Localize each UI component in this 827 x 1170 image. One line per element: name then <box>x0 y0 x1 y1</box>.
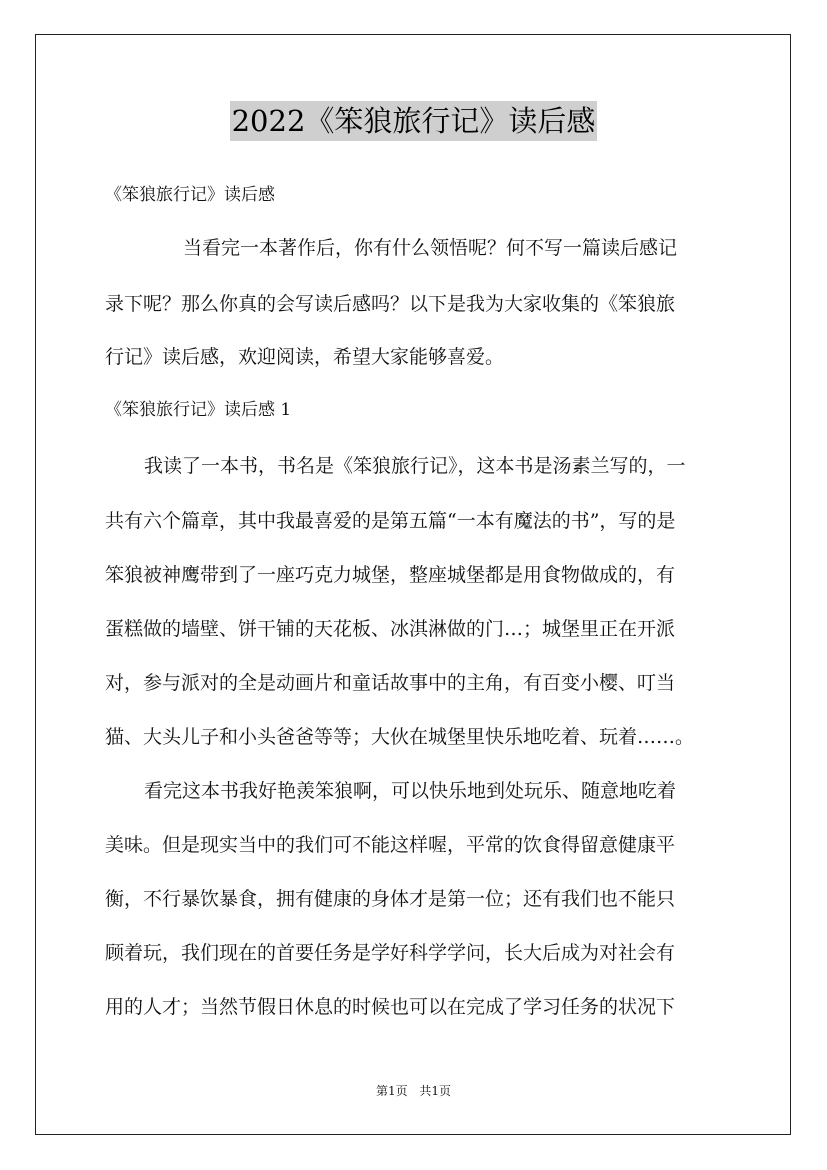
intro-line-1: 当看完一本著作后，你有什么领悟呢？何不写一篇读后感记 <box>183 237 678 259</box>
intro-line-2: 录下呢？那么你真的会写读后感吗？以下是我为大家收集的《笨狼旅 <box>105 293 676 315</box>
intro-line-3: 行记》读后感，欢迎阅读，希望大家能够喜爱。 <box>105 346 505 368</box>
paragraph2-line-5: 用的人才；当然节假日休息的时候也可以在完成了学习任务的状况下 <box>105 996 676 1018</box>
page-number: 第1页 <box>375 1084 408 1098</box>
paragraph2-line-2: 美味。但是现实当中的我们可不能这样喔，平常的饮食得留意健康平 <box>105 834 676 856</box>
paragraph1-line-4: 蛋糕做的墙壁、饼干铺的天花板、冰淇淋做的门…；城堡里正在开派 <box>105 618 676 640</box>
document-title: 2022《笨狼旅行记》读后感 <box>230 101 598 141</box>
paragraph2-line-3: 衡，不行暴饮暴食，拥有健康的身体才是第一位；还有我们也不能只 <box>105 888 676 910</box>
subtitle: 《笨狼旅行记》读后感 <box>105 185 275 205</box>
paragraph1-line-5: 对，参与派对的全是动画片和童话故事中的主角，有百变小樱、叮当 <box>105 672 676 694</box>
paragraph1-line-2: 共有六个篇章，其中我最喜爱的是第五篇“一本有魔法的书”，写的是 <box>105 510 676 532</box>
paragraph1-line-3: 笨狼被神鹰带到了一座巧克力城堡，整座城堡都是用食物做成的，有 <box>105 564 676 586</box>
paragraph2-line-1: 看完这本书我好艳羡笨狼啊，可以快乐地到处玩乐、随意地吃着 <box>144 780 677 802</box>
title-container <box>0 101 827 141</box>
paragraph2-line-4: 顾着玩，我们现在的首要任务是学好科学学问，长大后成为对社会有 <box>105 942 676 964</box>
paragraph1-line-6: 猫、大头儿子和小头爸爸等等；大伙在城堡里快乐地吃着、玩着……。 <box>105 726 695 748</box>
page-total: 共1页 <box>419 1084 452 1098</box>
paragraph1-line-1: 我读了一本书，书名是《笨狼旅行记》，这本书是汤素兰写的，一 <box>144 455 686 477</box>
section-heading: 《笨狼旅行记》读后感 1 <box>105 400 292 420</box>
page-footer <box>0 1083 827 1099</box>
